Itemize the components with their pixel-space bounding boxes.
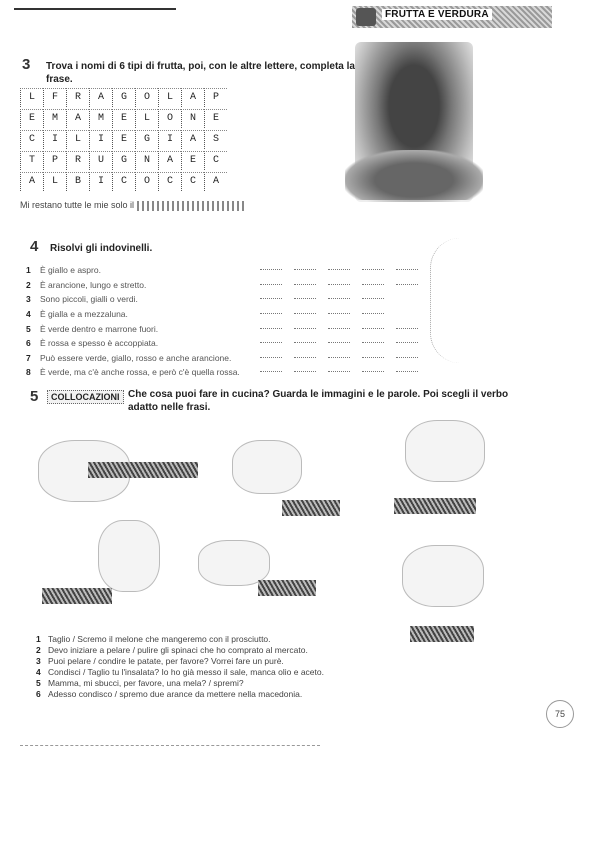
grid-cell[interactable]: A [89,88,112,107]
grid-cell[interactable]: N [181,109,204,128]
list-item [36,677,324,688]
grid-cell[interactable]: L [43,172,66,191]
riddle-number: 5 [26,323,31,334]
riddle-number: 8 [26,367,31,378]
riddle-number: 7 [26,352,31,363]
list-item [26,292,240,307]
grid-cell[interactable]: B [66,172,89,191]
grid-cell[interactable]: C [158,172,181,191]
apple-peeling-illustration [98,520,160,592]
list-item [26,351,240,366]
grid-cell[interactable]: E [112,130,135,149]
riddle-text: È giallo e aspro. [40,265,101,276]
grid-cell[interactable]: M [89,109,112,128]
list-item [26,336,240,351]
juicer-illustration [405,420,485,482]
riddle-answer-blanks [260,263,418,380]
grid-cell[interactable]: L [66,130,89,149]
grid-cell[interactable]: O [135,172,158,191]
answer-blank-row[interactable] [260,263,418,278]
sentence-text[interactable]: Puoi pelare / condire le patate, per favore? Vorrei fare un purè. [48,655,284,666]
answer-blank-row[interactable] [260,336,418,351]
exercise-5-number: 5 [30,388,39,405]
sentence-text[interactable]: Devo iniziare a pelare / pulire gli spinaci che ho comprato al mercato. [48,644,308,655]
exercise-3-number: 3 [22,56,31,73]
riddle-text: Può essere verde, giallo, rosso e anche arancione. [40,352,232,363]
list-item [26,307,240,322]
grid-cell[interactable]: C [204,151,227,170]
grid-cell[interactable]: A [20,172,43,191]
word-label[interactable] [410,626,474,642]
grid-cell[interactable]: L [135,109,158,128]
grid-row [20,130,227,151]
page-number: 75 [546,700,574,728]
list-item [26,365,240,380]
section-logo-icon [356,8,376,26]
completion-sentence [20,200,247,211]
completion-sentence-text: Mi restano tutte le mie solo il [20,200,135,210]
grid-cell[interactable]: L [20,88,43,107]
grid-cell[interactable]: I [43,130,66,149]
grid-cell[interactable]: O [135,88,158,107]
answer-blank-row[interactable] [260,307,418,322]
sentence-text[interactable]: Adesso condisco / spremo due arance da mettere nella macedonia. [48,688,303,699]
answer-blank-row[interactable] [260,351,418,366]
grid-cell[interactable]: R [66,151,89,170]
grid-cell[interactable]: N [135,151,158,170]
sentence-number: 1 [36,633,41,644]
exercise-4-instruction: Risolvi gli indovinelli. [50,243,153,254]
list-item [26,263,240,278]
grid-cell[interactable]: A [158,151,181,170]
grid-cell[interactable]: O [158,109,181,128]
sentence-list [36,633,324,699]
grid-cell[interactable]: R [66,88,89,107]
grid-cell[interactable]: I [158,130,181,149]
word-label[interactable] [42,588,112,604]
riddle-number: 6 [26,338,31,349]
word-label[interactable] [88,462,198,478]
letter-grid [20,88,227,193]
grid-cell[interactable]: A [66,109,89,128]
sentence-text[interactable]: Mamma, mi sbucci, per favore, una mela? / spremi? [48,677,244,688]
vegetable-illustration [430,238,491,363]
grid-cell[interactable]: P [43,151,66,170]
grid-cell[interactable]: F [43,88,66,107]
grid-cell[interactable]: G [112,88,135,107]
grid-cell[interactable]: L [158,88,181,107]
dashed-divider [20,745,320,747]
riddle-number: 3 [26,294,31,305]
grid-cell[interactable]: E [20,109,43,128]
grid-cell[interactable]: C [112,172,135,191]
list-item [36,644,324,655]
grid-row [20,172,227,193]
sentence-number: 6 [36,688,41,699]
grid-cell[interactable]: C [20,130,43,149]
sentence-number: 5 [36,677,41,688]
list-item [36,688,324,699]
answer-blank-row[interactable] [260,365,418,380]
grid-cell[interactable]: M [43,109,66,128]
riddle-number: 2 [26,279,31,290]
orange-squeezing-illustration [232,440,302,494]
grid-cell[interactable]: E [112,109,135,128]
list-item [26,278,240,293]
grid-cell[interactable]: A [181,130,204,149]
list-item [36,666,324,677]
sentence-number: 3 [36,655,41,666]
riddle-number: 4 [26,309,31,320]
grid-cell[interactable]: C [181,172,204,191]
sentence-text[interactable]: Taglio / Scremo il melone che mangeremo con il prosciutto. [48,633,271,644]
grid-cell[interactable]: G [112,151,135,170]
grid-cell[interactable]: E [181,151,204,170]
fruit-bowl-photo [345,150,483,200]
riddle-list [26,263,240,380]
answer-blank[interactable] [137,201,247,211]
grid-cell[interactable]: A [204,172,227,191]
grid-row [20,109,227,130]
riddle-text: È verde, ma c'è anche rossa, e però c'è quella rossa. [40,367,240,378]
grid-cell[interactable]: P [204,88,227,107]
grid-cell[interactable]: I [89,130,112,149]
grid-cell[interactable]: U [89,151,112,170]
sentence-number: 4 [36,666,41,677]
grid-cell[interactable]: S [204,130,227,149]
answer-blank-row[interactable] [260,321,418,336]
grid-cell[interactable]: A [181,88,204,107]
exercise-3-instruction: Trova i nomi di 6 tipi di frutta, poi, con le altre lettere, completa la frase. [46,61,355,85]
grid-cell[interactable]: E [204,109,227,128]
riddle-text: È gialla e a mezzaluna. [40,309,128,320]
sentence-number: 2 [36,644,41,655]
riddle-number: 1 [26,265,31,276]
exercise-4-number: 4 [30,238,39,255]
word-label[interactable] [258,580,316,596]
riddle-text: È verde dentro e marrone fuori. [40,323,159,334]
grid-cell[interactable]: I [89,172,112,191]
list-item [26,321,240,336]
section-title: FRUTTA E VERDURA [382,9,492,20]
grid-row [20,88,227,109]
grid-row [20,151,227,172]
sentence-text[interactable]: Condisci / Taglio tu l'insalata? Io ho già messo il sale, manca olio e aceto. [48,666,324,677]
top-rule [14,8,176,10]
riddle-text: Sono piccoli, gialli o verdi. [40,294,138,305]
grid-cell[interactable]: G [135,130,158,149]
spinach-cleaning-illustration [402,545,484,607]
riddle-text: È rossa e spesso è accoppiata. [40,338,159,349]
collocation-tag: COLLOCAZIONI [47,390,124,404]
list-item [36,655,324,666]
exercise-5-instruction: Che cosa puoi fare in cucina? Guarda le immagini e le parole. Poi scegli il verbo adatto nelle frasi. [128,389,509,413]
riddle-text: È arancione, lungo e stretto. [40,279,147,290]
word-label[interactable] [282,500,340,516]
list-item [36,633,324,644]
grid-cell[interactable]: T [20,151,43,170]
word-label[interactable] [394,498,476,514]
answer-blank-row[interactable] [260,278,418,293]
answer-blank-row[interactable] [260,292,418,307]
